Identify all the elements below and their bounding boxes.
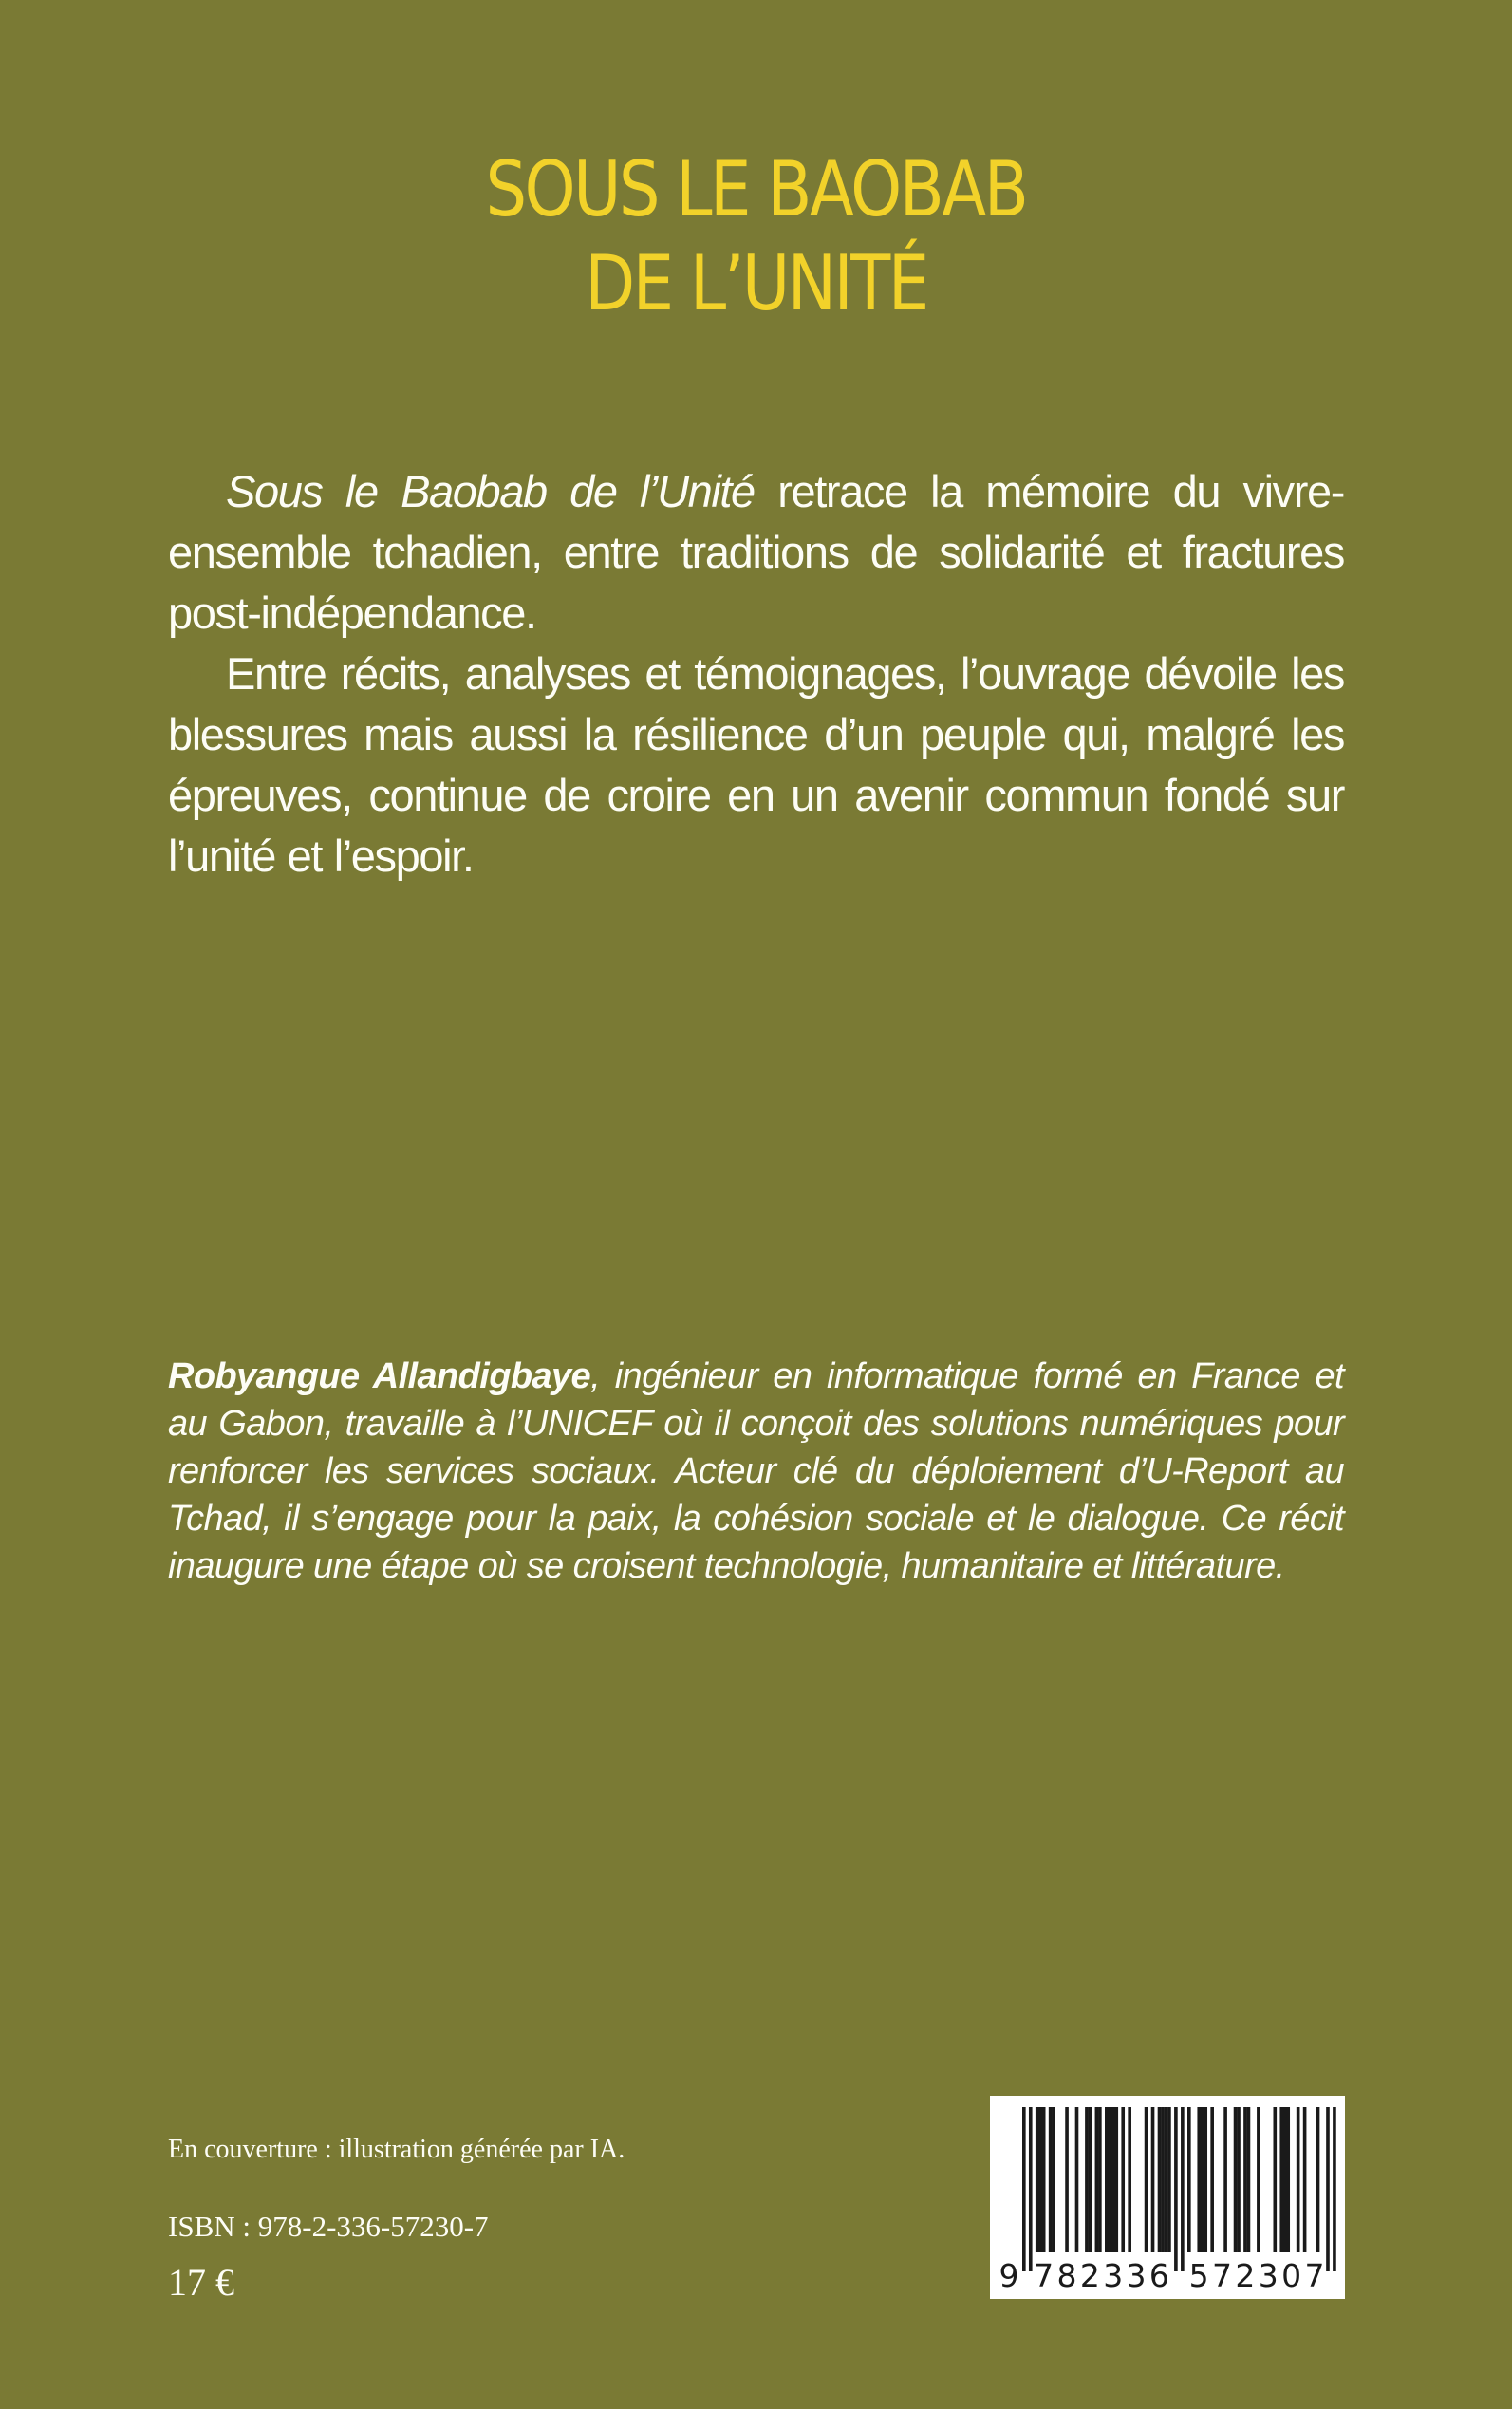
barcode-digit: 3 [1258,2257,1279,2294]
barcode-digit: 8 [1056,2257,1077,2294]
barcode-digit: 6 [1148,2257,1169,2294]
barcode-digit: 3 [1103,2257,1124,2294]
barcode-digit: 2 [1079,2257,1100,2294]
title-line-1: SOUS LE BAOBAB [485,145,1027,233]
author-name: Robyangue Allandigbaye [168,1356,591,1396]
price: 17 € [168,2261,234,2304]
isbn-barcode [990,2096,1345,2299]
synopsis-paragraph-1 [168,461,1344,644]
barcode-digit: 7 [1034,2257,1055,2294]
isbn: ISBN : 978-2-336-57230-7 [168,2210,489,2243]
barcode-digit: 9 [999,2257,1019,2294]
barcode-digit: 7 [1304,2257,1325,2294]
cover-credit: En couverture : illustration générée par IA. [168,2135,625,2164]
barcode-digit: 2 [1235,2257,1256,2294]
author-bio-text: , ingénieur en informatique formé en France et au Gabon, travaille à l’UNICEF où il conçoit des solutions numériques pour renforcer les services sociaux. Acteur clé du déploiement d’U-Report au Tchad, il s’engage pour la paix, la cohésion sociale et le dialogue. Ce récit inaugure une étape où se croisent technologie, humanitaire et littérature. [168,1356,1344,1586]
author-bio [168,1353,1344,1590]
barcode-digit: 7 [1212,2257,1233,2294]
barcode-digits [990,2096,1345,2299]
synopsis-paragraph-2: Entre récits, analyses et témoignages, l’ouvrage dévoile les blessures mais aussi la résilience d’un peuple qui, malgré les épreuves, continue de croire en un avenir commun fondé sur l’unité et l’espoir. [168,648,1344,881]
synopsis-book-title: Sous le Baobab de l’Unité [226,466,755,516]
book-title [105,142,1406,330]
barcode-digit: 5 [1188,2257,1209,2294]
synopsis-text-1: retrace la mémoire du vivre-ensemble tchadien, entre traditions de solidarité et fractures post-indépendance. [168,466,1345,638]
synopsis [168,461,1344,887]
barcode-digit: 3 [1126,2257,1147,2294]
barcode-digit: 0 [1281,2257,1302,2294]
title-line-2: DE L’UNITÉ [585,239,927,327]
